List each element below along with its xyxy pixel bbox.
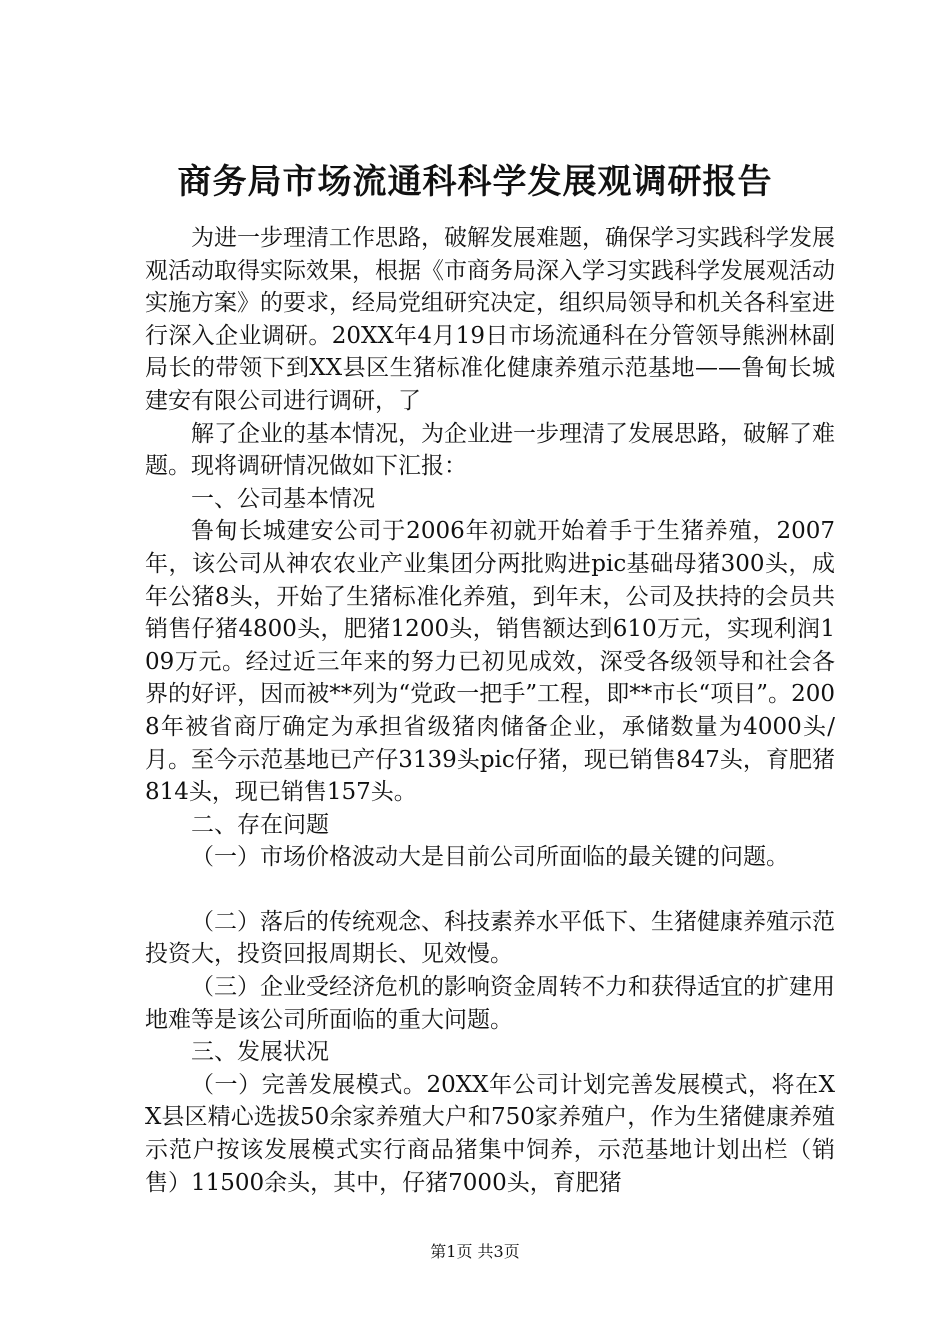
- paragraph-intro-continued: 解了企业的基本情况，为企业进一步理清了发展思路，破解了难题。现将调研情况做如下汇报：: [145, 420, 835, 480]
- section-heading-problems: 二、存在问题: [191, 811, 329, 838]
- paragraph-company-info: 鲁甸长城建安公司于2006年初就开始着手于生猪养殖，2007年，该公司从神农农业产业集团分两批购进pic基础母猪300头，成年公猪8头，开始了生猪标准化养殖，到年末，公司及扶持的会员共销售仔猪4800头，肥猪1200头，销售额达到610万元，实现利润109万元。经过近三年来的努力已初见成效，深受各级领导和社会各界的好评，因而被**列为“党政一把手”工程，即**市长“项目”。2008年被省商厅确定为承担省级猪肉储备企业，承储数量为4000头/月。至今示范基地已产仔3139头pic仔猪，现已销售847头，育肥猪814头，现已销售157头。: [145, 518, 835, 806]
- document-title: 商务局市场流通科科学发展观调研报告: [177, 162, 773, 202]
- paragraph-problem-3: （三）企业受经济危机的影响资金周转不力和获得适宜的扩建用地难等是该公司所面临的重大问题。: [145, 974, 835, 1033]
- paragraph-problem-1: （一）市场价格波动大是目前公司所面临的最关键的问题。: [191, 844, 789, 871]
- page-number-footer: 第1页 共3页: [430, 1242, 520, 1261]
- blank-line: [145, 874, 835, 906]
- paragraph-development-1: （一）完善发展模式。20XX年公司计划完善发展模式，将在XX县区精心选拔50余家养殖大户和750家养殖户，作为生猪健康养殖示范户按该发展模式实行商品猪集中饲养，示范基地计划出栏（销售）11500余头，其中，仔猪7000头，育肥猪: [145, 1071, 835, 1196]
- section-heading-company-info: 一、公司基本情况: [191, 485, 375, 512]
- document-body: [145, 222, 835, 1199]
- paragraph-problem-2: （二）落后的传统观念、科技素养水平低下、生猪健康养殖示范投资大，投资回报周期长、见效慢。: [145, 908, 835, 968]
- paragraph-intro: 为进一步理清工作思路，破解发展难题，确保学习实践科学发展观活动取得实际效果，根据《市商务局深入学习实践科学发展观活动实施方案》的要求，经局党组研究决定，组织局领导和机关各科室进行深入企业调研。20XX年4月19日市场流通科在分管领导熊洲林副局长的带领下到XX县区生猪标准化健康养殖示范基地——鲁甸长城建安有限公司进行调研，了: [145, 225, 835, 414]
- section-heading-development: 三、发展状况: [191, 1039, 329, 1066]
